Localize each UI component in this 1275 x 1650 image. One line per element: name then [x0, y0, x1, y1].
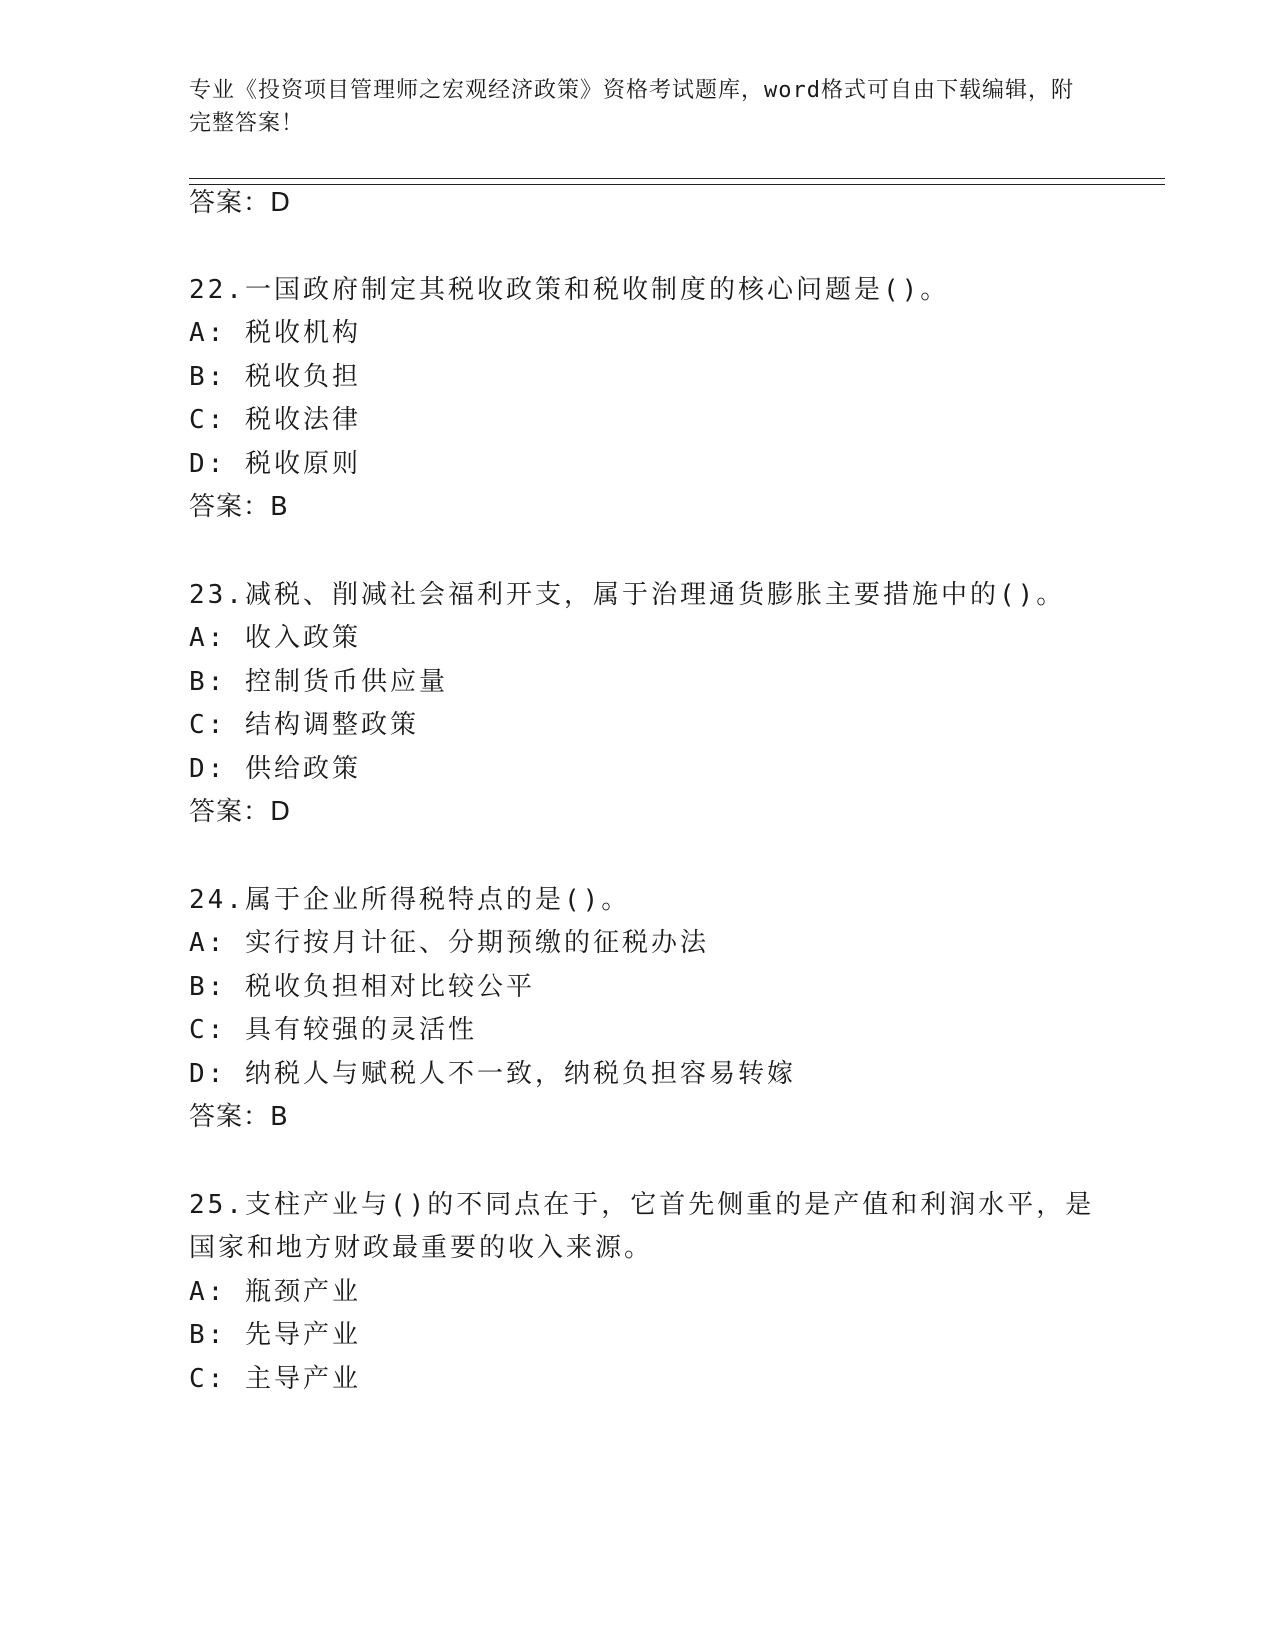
answer-22: 答案：B: [189, 492, 289, 522]
question-number: 25.: [189, 1190, 245, 1220]
answer-23: 答案：D: [189, 797, 292, 827]
question-23: [189, 580, 1065, 610]
question-number: 24.: [189, 885, 245, 915]
question-22: [189, 275, 949, 305]
question-text: 减税、削减社会福利开支，属于治理通货膨胀主要措施中的()。: [244, 580, 1066, 610]
question-25: [189, 1190, 1094, 1220]
option-b: B: 控制货币供应量: [189, 667, 448, 697]
option-c: C: 结构调整政策: [189, 710, 419, 740]
header-text: 专业《投资项目管理师之宏观经济政策》资格考试题库，word格式可自由下载编辑，附完整答案！: [189, 78, 1074, 136]
option-d: D: 供给政策: [189, 754, 361, 784]
document-header: [189, 74, 1079, 140]
option-a: A: 实行按月计征、分期预缴的征税办法: [189, 928, 709, 958]
answer-24: 答案：B: [189, 1102, 289, 1132]
question-text-line1: 支柱产业与()的不同点在于，它首先侧重的是产值和利润水平，是: [244, 1190, 1095, 1220]
option-c: C: 具有较强的灵活性: [189, 1015, 477, 1045]
option-a: A: 税收机构: [189, 318, 361, 348]
option-b: B: 税收负担相对比较公平: [189, 972, 535, 1002]
option-d: D: 纳税人与赋税人不一致，纳税负担容易转嫁: [189, 1059, 796, 1089]
option-b: B: 税收负担: [189, 362, 361, 392]
question-text: 属于企业所得税特点的是()。: [244, 885, 631, 915]
header-divider-bottom: [189, 184, 1165, 185]
question-number: 23.: [189, 580, 245, 610]
option-a: A: 收入政策: [189, 623, 361, 653]
question-text: 一国政府制定其税收政策和税收制度的核心问题是()。: [244, 275, 950, 305]
option-c: C: 主导产业: [189, 1364, 361, 1394]
option-c: C: 税收法律: [189, 405, 361, 435]
header-divider-top: [189, 178, 1165, 179]
previous-answer: 答案：D: [189, 188, 292, 218]
question-25-continued: 国家和地方财政最重要的收入来源。: [189, 1233, 654, 1263]
question-number: 22.: [189, 275, 245, 305]
option-a: A: 瓶颈产业: [189, 1277, 361, 1307]
option-b: B: 先导产业: [189, 1320, 361, 1350]
question-24: [189, 885, 630, 915]
option-d: D: 税收原则: [189, 449, 361, 479]
